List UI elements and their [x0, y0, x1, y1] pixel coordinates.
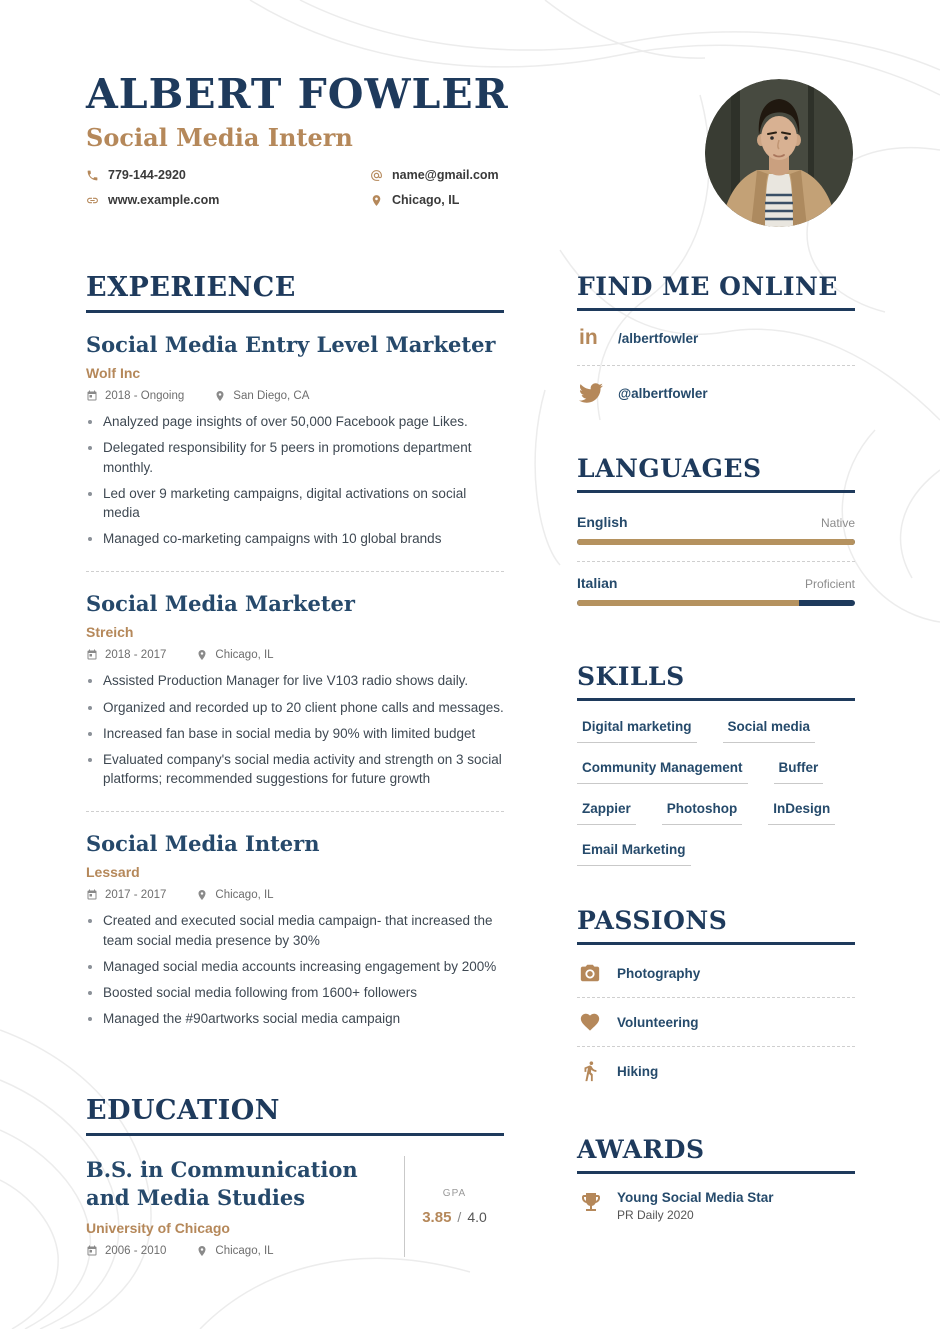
skill-tag: Photoshop [662, 801, 743, 825]
hiker-icon [579, 1060, 601, 1082]
location-icon [196, 649, 208, 661]
entry-dates: 2018 - 2017 [105, 649, 167, 662]
language-proficiency-bar [577, 539, 855, 545]
job-title: Social Media Intern [86, 831, 320, 857]
degree-title: B.S. in Communication and Media Studies [86, 1157, 358, 1210]
job-meta [86, 390, 504, 402]
social-handle: /albertfowler [618, 330, 699, 346]
languages-section [577, 454, 855, 622]
skill-tag: Social media [723, 719, 816, 743]
experience-entry [86, 313, 504, 572]
resume-header [86, 72, 646, 207]
twitter-icon [579, 381, 603, 405]
passion-label: Volunteering [617, 1014, 699, 1030]
find-me-online-heading: FIND ME ONLINE [577, 272, 855, 311]
skill-tag: Zappier [577, 801, 636, 825]
social-link[interactable] [577, 311, 855, 366]
skill-tag: Community Management [577, 760, 748, 784]
location-icon [196, 1245, 208, 1257]
person-name: ALBERT FOWLER [86, 70, 509, 118]
experience-entry [86, 812, 504, 1051]
bullet-item: • Organized and recorded up to 20 client phone calls and messages. [103, 698, 504, 717]
person-job-title: Social Media Intern [86, 123, 353, 153]
contact-item[interactable] [86, 193, 370, 207]
bullet-item: • Led over 9 marketing campaigns, digital activations on social media [103, 484, 504, 522]
bullet-item: • Evaluated company's social media activity and strength on 3 social platforms; recommended suggestions for future growth [103, 750, 504, 788]
passions-section [577, 906, 855, 1095]
contact-list [86, 168, 646, 207]
experience-heading: EXPERIENCE [86, 272, 504, 313]
find-me-online-section [577, 272, 855, 420]
company-name: Lessard [86, 864, 140, 881]
phone-icon [86, 169, 99, 182]
job-meta [86, 889, 504, 901]
profile-photo [705, 79, 853, 227]
experience-list [86, 313, 504, 1051]
passion-item [577, 1047, 855, 1095]
languages-list [577, 501, 855, 622]
social-handle: @albertfowler [618, 385, 708, 401]
bullet-item: • Assisted Production Manager for live V103 radio shows daily. [103, 671, 504, 690]
entry-location: Chicago, IL [215, 889, 274, 902]
bullet-item: • Delegated responsibility for 5 peers in promotions department monthly. [103, 438, 504, 476]
camera-icon [579, 962, 601, 984]
company-name: Streich [86, 624, 134, 641]
awards-list [577, 1174, 855, 1222]
entry-location: Chicago, IL [215, 649, 274, 662]
language-name: English [577, 514, 628, 530]
language-level: Proficient [804, 577, 855, 591]
location-icon [214, 390, 226, 402]
contact-item [370, 193, 646, 207]
contact-item[interactable] [370, 168, 646, 182]
gpa-label: GPA [442, 1187, 467, 1199]
trophy-icon [579, 1190, 603, 1214]
job-bullets [86, 911, 504, 1028]
award-title: Young Social Media Star [617, 1190, 774, 1205]
job-meta [86, 649, 504, 661]
company-name: Wolf Inc [86, 365, 141, 382]
bullet-item: • Boosted social media following from 1600+ followers [103, 983, 504, 1002]
gpa-max: 4.0 [467, 1208, 487, 1225]
linkedin-icon: in [579, 326, 598, 349]
calendar-icon [86, 889, 98, 901]
portrait-illustration [705, 79, 853, 227]
side-column [577, 272, 855, 1262]
education-entry [86, 1156, 504, 1257]
gpa-box [404, 1156, 504, 1257]
email-icon [370, 169, 383, 182]
skills-heading: SKILLS [577, 662, 855, 701]
education-heading: EDUCATION [86, 1095, 504, 1136]
job-bullets [86, 671, 504, 788]
gpa-value: 3.85 [422, 1208, 452, 1226]
main-column [86, 272, 504, 1257]
location-icon [196, 889, 208, 901]
language-level: Native [820, 516, 855, 530]
link-icon [86, 194, 99, 207]
calendar-icon [86, 1245, 98, 1257]
entry-dates: 2018 - Ongoing [105, 390, 185, 403]
education-meta [86, 1245, 388, 1257]
contact-text: Chicago, IL [392, 193, 460, 208]
passion-label: Hiking [617, 1063, 659, 1079]
contact-item [86, 168, 370, 182]
gpa-separator: / [457, 1208, 462, 1225]
experience-entry [86, 572, 504, 812]
awards-heading: AWARDS [577, 1135, 855, 1174]
job-title: Social Media Entry Level Marketer [86, 332, 496, 357]
passions-list [577, 949, 855, 1095]
awards-section [577, 1135, 855, 1222]
bullet-item: • Managed co-marketing campaigns with 10 global brands [103, 529, 504, 548]
passion-item [577, 949, 855, 998]
entry-location: Chicago, IL [215, 1244, 274, 1257]
job-bullets [86, 412, 504, 548]
language-item [577, 501, 855, 562]
language-proficiency-bar [577, 600, 855, 606]
social-links-list [577, 311, 855, 420]
bullet-item: • Increased fan base in social media by 90% with limited budget [103, 724, 504, 743]
location-icon [370, 194, 383, 207]
entry-dates: 2017 - 2017 [105, 889, 167, 902]
contact-text: name@gmail.com [392, 168, 499, 183]
calendar-icon [86, 390, 98, 402]
award-item [577, 1174, 855, 1222]
passion-label: Photography [617, 965, 701, 981]
heart-icon [579, 1011, 601, 1033]
language-name: Italian [577, 575, 618, 591]
skill-tag: Email Marketing [577, 842, 691, 866]
skills-list [577, 719, 855, 866]
skill-tag: Buffer [774, 760, 824, 784]
entry-location: San Diego, CA [233, 390, 310, 403]
entry-dates: 2006 - 2010 [105, 1244, 167, 1257]
education-section [86, 1095, 504, 1257]
bullet-item: • Managed social media accounts increasing engagement by 200% [103, 957, 504, 976]
skill-tag: InDesign [768, 801, 835, 825]
bullet-item: • Analyzed page insights of over 50,000 Facebook page Likes. [103, 412, 504, 431]
calendar-icon [86, 649, 98, 661]
languages-heading: LANGUAGES [577, 454, 855, 493]
social-link[interactable] [577, 366, 855, 420]
award-issuer: PR Daily 2020 [617, 1208, 694, 1222]
contact-text: www.example.com [108, 193, 220, 208]
passion-item [577, 998, 855, 1047]
passions-heading: PASSIONS [577, 906, 855, 945]
skills-section [577, 662, 855, 866]
skill-tag: Digital marketing [577, 719, 697, 743]
school-name: University of Chicago [86, 1219, 230, 1236]
bullet-item: • Created and executed social media campaign- that increased the team social media presence by 30% [103, 911, 504, 949]
language-item [577, 562, 855, 622]
job-title: Social Media Marketer [86, 591, 355, 617]
bullet-item: • Managed the #90artworks social media campaign [103, 1009, 504, 1028]
contact-text: 779-144-2920 [108, 168, 186, 183]
